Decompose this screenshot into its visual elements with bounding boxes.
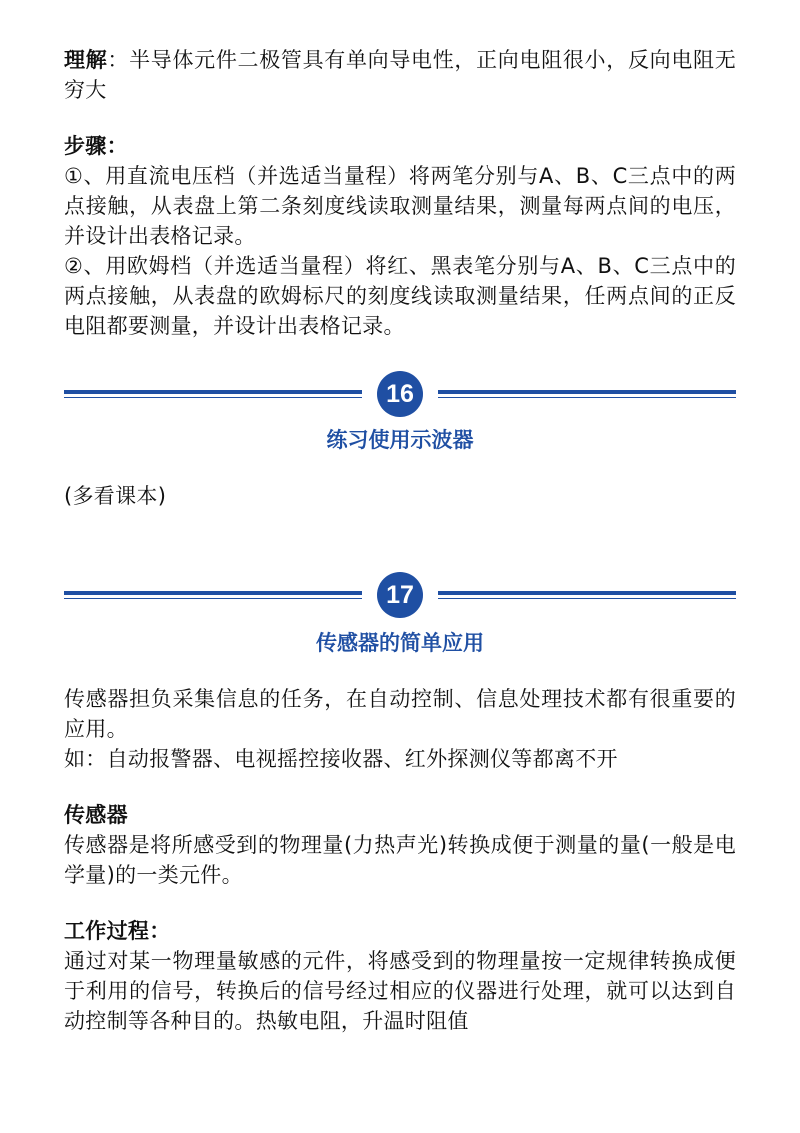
sensor-heading: 传感器 [64,803,128,827]
divider-line-left [64,390,362,398]
sensor-definition: 传感器是将所感受到的物理量(力热声光)转换成便于测量的量(一般是电学量)的一类元件。 [64,833,736,887]
understanding-paragraph [64,45,736,105]
sensor-examples-paragraph: 如：自动报警器、电视摇控接收器、红外探测仪等都离不开 [64,747,618,771]
understanding-text: ：半导体元件二极管具有单向导电性，正向电阻很小，反向电阻无穷大 [64,48,736,102]
section-16-title: 练习使用示波器 [326,428,474,452]
divider-line-right [438,390,736,398]
section-16-note: (多看课本) [64,484,167,508]
section-17-divider [64,572,736,620]
steps-heading: 步骤： [64,134,128,158]
divider-line-right [438,591,736,599]
divider-line-left [64,591,362,599]
section-17-number-badge: 17 [377,572,423,618]
section-16-number-badge: 16 [377,371,423,417]
process-heading: 工作过程： [64,919,171,943]
section-17-title: 传感器的简单应用 [316,631,484,655]
process-text: 通过对某一物理量敏感的元件，将感受到的物理量按一定规律转换成便于利用的信号，转换后的信号经过相应的仪器进行处理，就可以达到自动控制等各种目的。热敏电阻，升温时阻值 [64,949,736,1033]
step-1-text: ①、用直流电压档（并选适当量程）将两笔分别与A、B、C三点中的两点接触，从表盘上第二条刻度线读取测量结果，测量每两点间的电压，并设计出表格记录。 [64,164,736,248]
sensor-intro-paragraph: 传感器担负采集信息的任务，在自动控制、信息处理技术都有很重要的应用。 [64,687,736,741]
step-2-text: ②、用欧姆档（并选适当量程）将红、黑表笔分别与A、B、C三点中的两点接触，从表盘的欧姆标尺的刻度线读取测量结果，任两点间的正反电阻都要测量，并设计出表格记录。 [64,254,736,338]
understanding-label: 理解 [64,48,108,72]
section-16-divider [64,371,736,419]
